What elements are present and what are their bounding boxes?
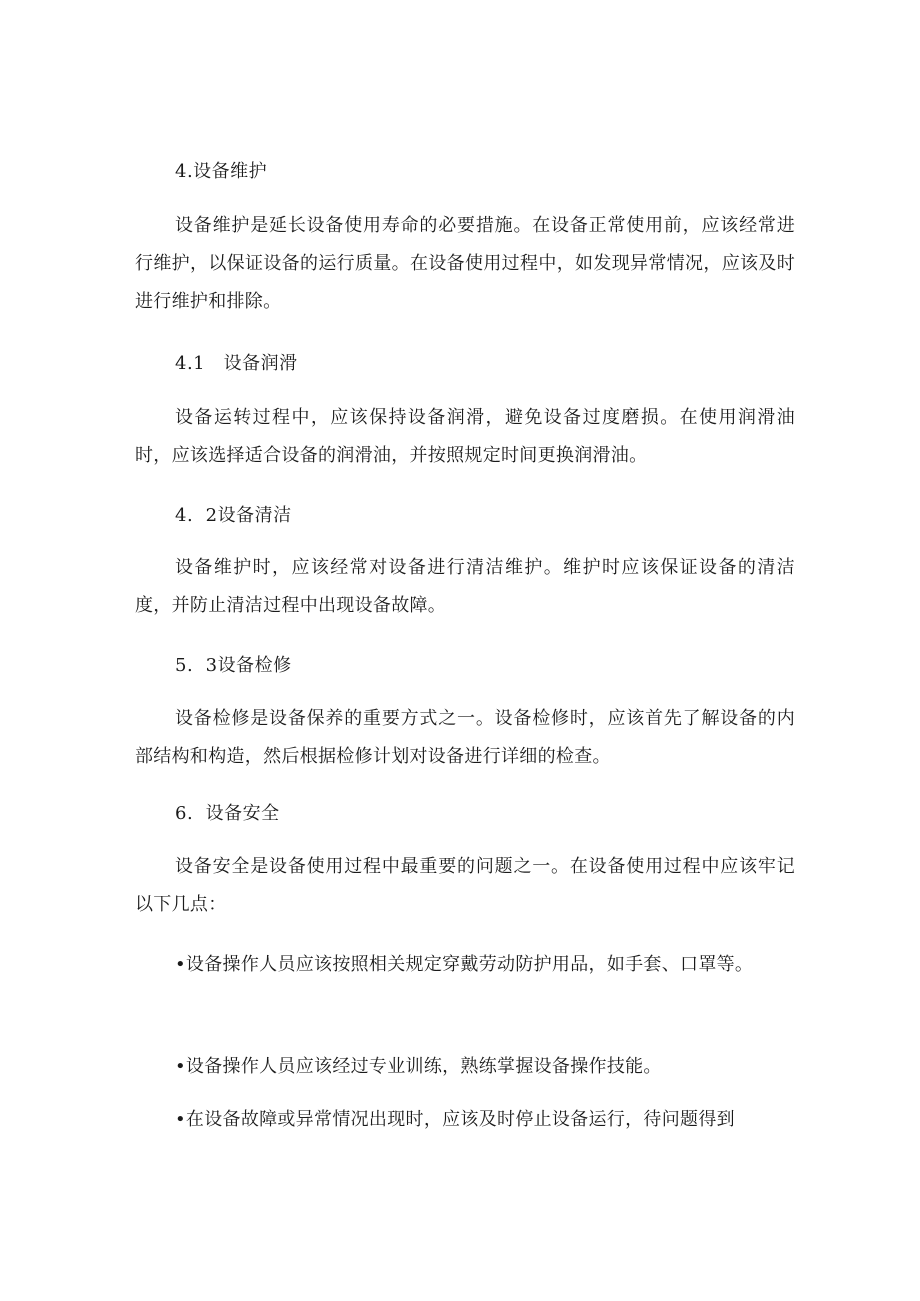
- section-paragraph-4-2: 设备维护时，应该经常对设备进行清洁维护。维护时应该保证设备的清洁度，并防止清洁过程中出现设备故障。: [135, 557, 795, 616]
- section-heading-4: 4.设备维护: [175, 161, 268, 182]
- section-heading-4-1: 4.1 设备润滑: [175, 353, 298, 374]
- list-item: •设备操作人员应该按照相关规定穿戴劳动防护用品，如手套、口罩等。: [175, 954, 754, 975]
- section-heading-4-2: 4. 2设备清洁: [175, 505, 292, 526]
- section-heading-6: 6. 设备安全: [175, 803, 280, 824]
- section-paragraph-5-3: 设备检修是设备保养的重要方式之一。设备检修时，应该首先了解设备的内部结构和构造，然后根据检修计划对设备进行详细的检查。: [135, 708, 795, 767]
- list-item: •在设备故障或异常情况出现时，应该及时停止设备运行，待问题得到: [175, 1109, 735, 1130]
- section-paragraph-6: 设备安全是设备使用过程中最重要的问题之一。在设备使用过程中应该牢记以下几点：: [135, 856, 795, 915]
- list-item: •设备操作人员应该经过专业训练，熟练掌握设备操作技能。: [175, 1056, 662, 1077]
- section-paragraph-4-1: 设备运转过程中，应该保持设备润滑，避免设备过度磨损。在使用润滑油时，应该选择适合设备的润滑油，并按照规定时间更换润滑油。: [135, 407, 795, 466]
- section-heading-5-3: 5. 3设备检修: [175, 655, 292, 676]
- section-paragraph-4: 设备维护是延长设备使用寿命的必要措施。在设备正常使用前，应该经常进行维护，以保证设备的运行质量。在设备使用过程中，如发现异常情况，应该及时进行维护和排除。: [135, 215, 795, 312]
